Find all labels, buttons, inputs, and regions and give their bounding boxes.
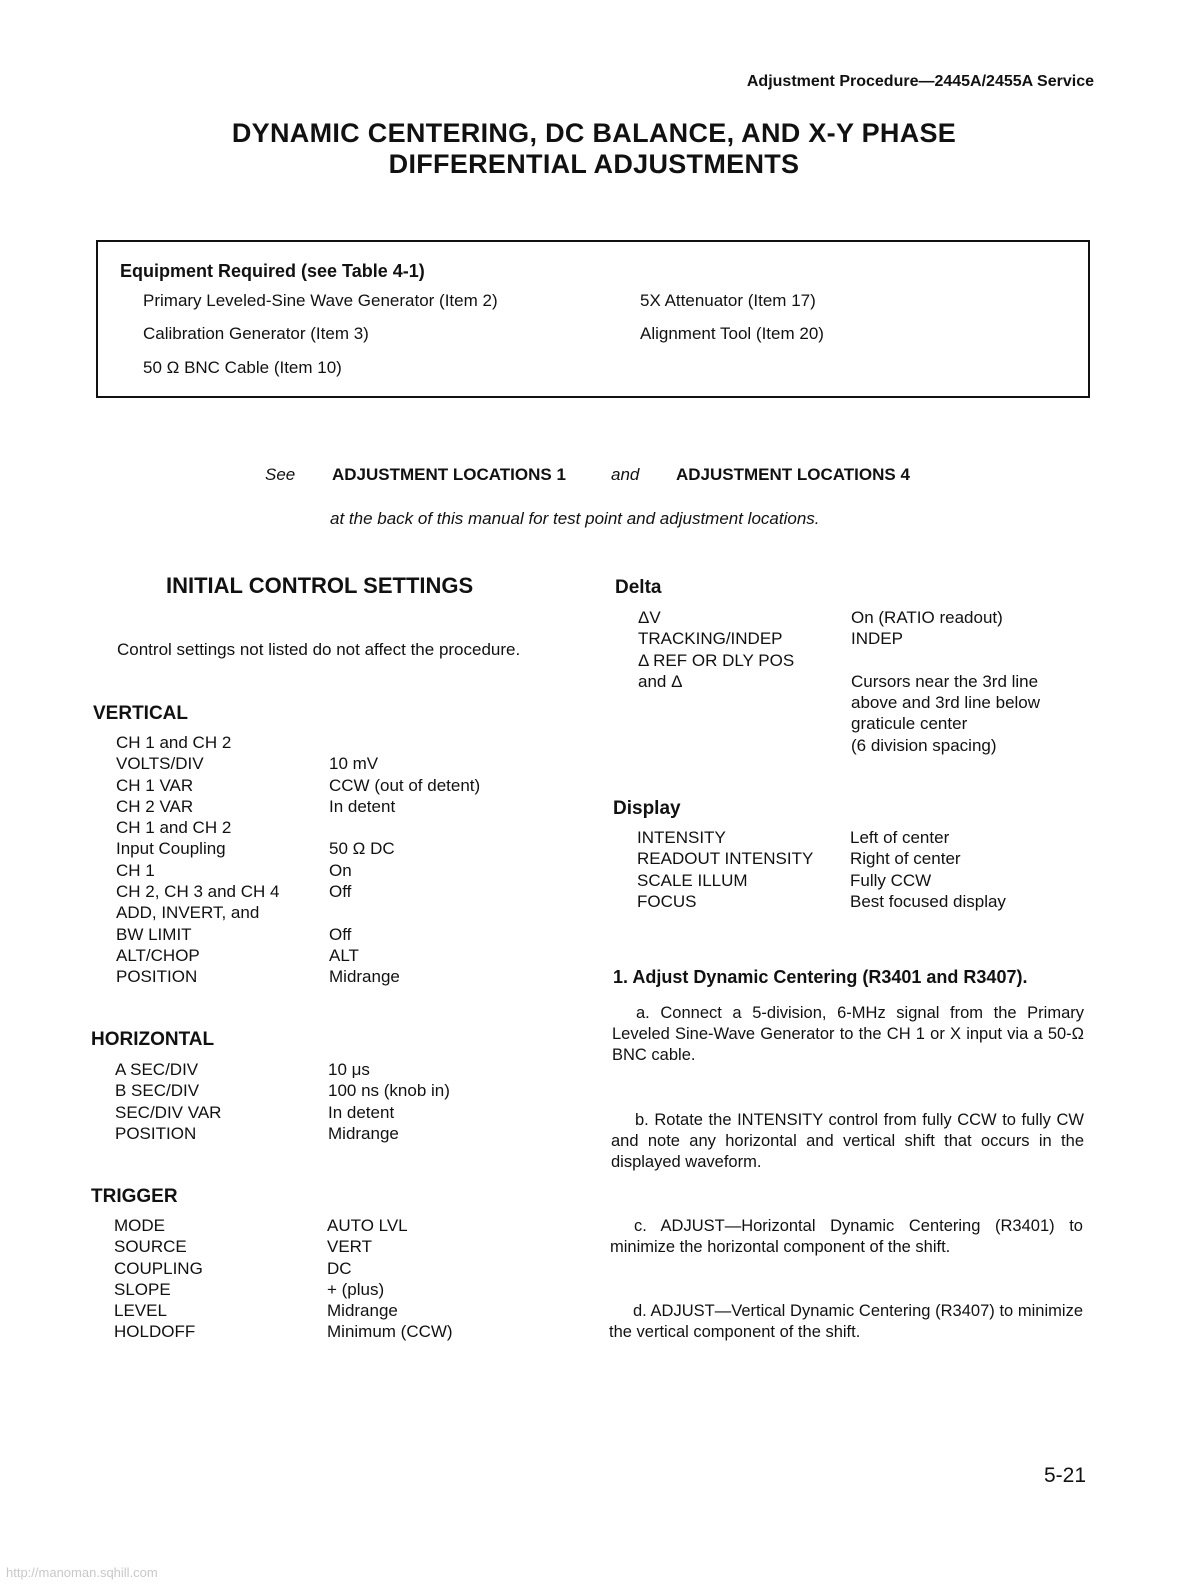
equipment-item: Alignment Tool (Item 20) [640, 324, 824, 343]
step-1d: d. ADJUST—Vertical Dynamic Centering (R3407) to minimize the vertical component of the shift. [609, 1302, 1083, 1341]
see-label: See [265, 465, 296, 484]
initial-settings-note: Control settings not listed do not affect the procedure. [117, 640, 521, 659]
and-label: and [611, 465, 640, 484]
equipment-item: 50 Ω BNC Cable (Item 10) [143, 358, 342, 377]
display-control-labels: INTENSITY READOUT INTENSITY SCALE ILLUM FOCUS [637, 828, 814, 911]
vertical-control-labels: CH 1 and CH 2 VOLTS/DIV CH 1 VAR CH 2 VAR CH 1 and CH 2 Input Coupling CH 1 CH 2, CH 3 and CH 4 ADD, INVERT, and BW LIMIT ALT/CHOP POSITION [116, 733, 280, 987]
trigger-control-labels: MODE SOURCE COUPLING SLOPE LEVEL HOLDOFF [114, 1216, 203, 1342]
initial-settings-heading: INITIAL CONTROL SETTINGS [166, 573, 474, 598]
adjustment-locations-1-ref: ADJUSTMENT LOCATIONS 1 [332, 465, 566, 484]
display-control-values: Left of center Right of center Fully CCW Best focused display [850, 828, 1006, 911]
step-1-heading: 1. Adjust Dynamic Centering (R3401 and R3407). [613, 967, 1028, 987]
trigger-control-values: AUTO LVL VERT DC + (plus) Midrange Minimum (CCW) [327, 1216, 453, 1342]
vertical-control-values: 10 mV CCW (out of detent) In detent 50 Ω DC On Off Off ALT Midrange [329, 754, 481, 987]
page-title-line-2: DIFFERENTIAL ADJUSTMENTS [388, 149, 800, 179]
delta-heading: Delta [615, 577, 662, 598]
vertical-heading: VERTICAL [93, 703, 188, 724]
delta-control-values: On (RATIO readout) INDEP Cursors near the 3rd line above and 3rd line below graticule center (6 division spacing) [851, 608, 1041, 755]
equipment-item: Primary Leveled-Sine Wave Generator (Item 2) [143, 291, 498, 310]
trigger-heading: TRIGGER [91, 1186, 178, 1207]
horizontal-control-values: 10 μs 100 ns (knob in) In detent Midrange [328, 1060, 450, 1143]
adjustment-locations-4-ref: ADJUSTMENT LOCATIONS 4 [676, 465, 910, 484]
watermark: http://manoman.sqhill.com [6, 1565, 158, 1580]
display-heading: Display [613, 798, 681, 819]
step-1c: c. ADJUST—Horizontal Dynamic Centering (R3401) to minimize the horizontal component of the shift. [610, 1217, 1083, 1256]
horizontal-control-labels: A SEC/DIV B SEC/DIV SEC/DIV VAR POSITION [115, 1060, 222, 1143]
equipment-item: Calibration Generator (Item 3) [143, 324, 369, 343]
equipment-item: 5X Attenuator (Item 17) [640, 291, 816, 310]
page-number: 5-21 [1043, 1464, 1086, 1487]
page-title-line-1: DYNAMIC CENTERING, DC BALANCE, AND X-Y PHASE [231, 118, 957, 148]
step-1a: a. Connect a 5-division, 6-MHz signal from the Primary Leveled Sine-Wave Generator to the CH 1 or X input via a 50-Ω BNC cable. [612, 1004, 1084, 1064]
page-title [0, 118, 1188, 180]
equipment-heading: Equipment Required (see Table 4-1) [120, 261, 425, 281]
delta-control-labels: ΔV TRACKING/INDEP Δ REF OR DLY POS and Δ [638, 608, 795, 691]
see-note-line-2: at the back of this manual for test point and adjustment locations. [330, 509, 820, 528]
running-header: Adjustment Procedure—2445A/2455A Service [746, 73, 1094, 90]
equipment-box [96, 240, 1090, 398]
step-1b: b. Rotate the INTENSITY control from fully CCW to fully CW and note any horizontal and vertical shift that occurs in the displayed waveform. [611, 1111, 1084, 1171]
horizontal-heading: HORIZONTAL [91, 1029, 215, 1050]
